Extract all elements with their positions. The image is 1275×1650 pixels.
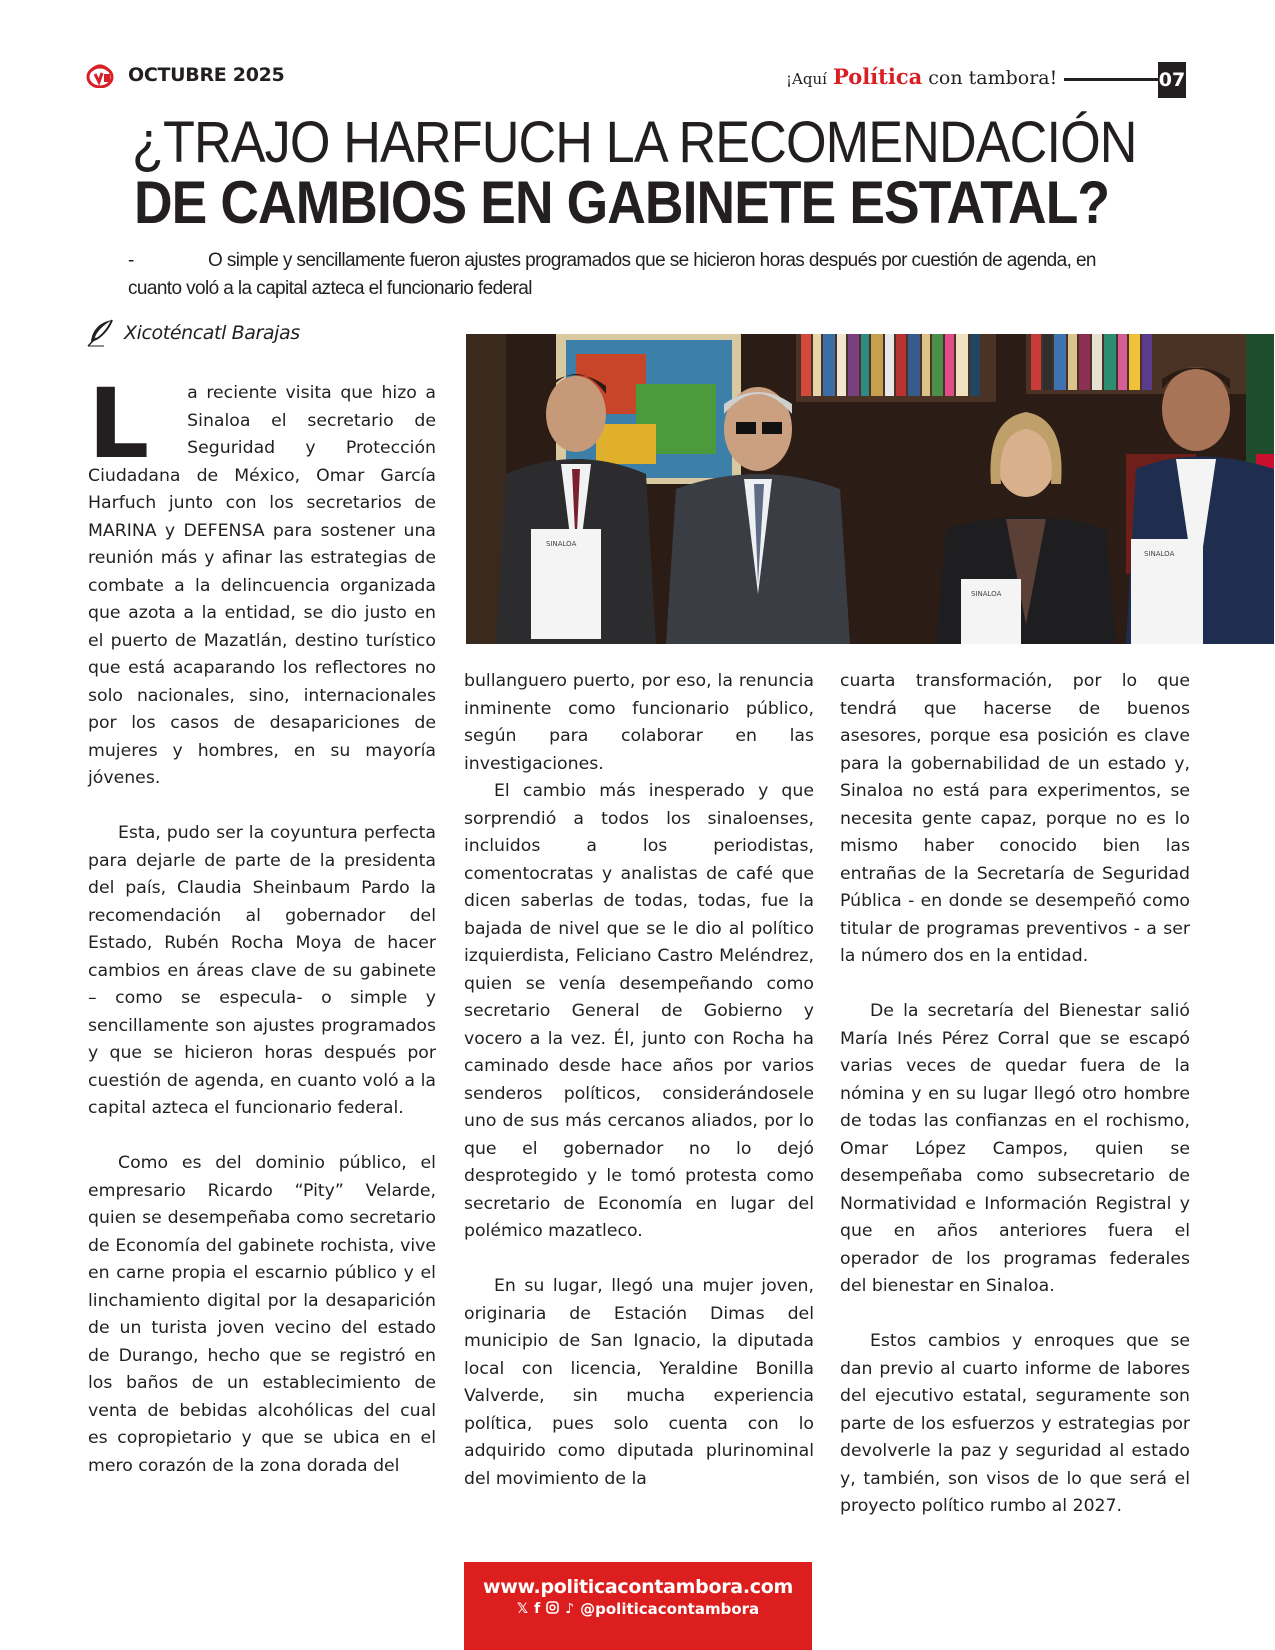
website-link[interactable]: www.politicacontambora.com — [483, 1576, 793, 1598]
photo-document-label-2: SINALOA — [971, 590, 1002, 598]
photo-document-label-3: SINALOA — [1144, 550, 1175, 558]
drum-logo-icon — [86, 62, 114, 88]
article-column-3 — [840, 668, 1190, 1521]
paragraph: En su lugar, llegó una mujer joven, originaria de Estación Dimas del municipio de San Ignacio, la diputada local con licencia, Yeraldine Bonilla Valverde, sin mucha experiencia política, pues solo cuenta con lo adquirido como diputada plurinominal del movimiento de la — [464, 1276, 814, 1489]
issue-date: OCTUBRE 2025 — [128, 64, 285, 86]
paragraph: a reciente visita que hizo a Sinaloa el secretario de Seguridad y Protección Ciudadana de México, Omar García Harfuch junto con los secretarios de MARINA y DEFENSA para sostener una reunión más y afinar las estrategias de combate a la delincuencia organizada que azota a la entidad, se dio justo en el puerto de Mazatlán, destino turístico que está acaparando los reflectores no solo nacionales, sino, internacionales por los casos de desapariciones de mujeres y hombres, en su mayoría jóvenes. — [88, 383, 436, 788]
paragraph: El cambio más inesperado y que sorprendió a todos los sinaloenses, incluidos a los periodistas, comentocratas y analistas de café que dicen saberlas de todas, todas, fue la bajada de nivel que se le dio al político izquierdista, Feliciano Castro Meléndrez, quien se venía desempeñando como secretario General de Gobierno y vocero a la vez. Él, junto con Rocha ha caminado desde hace años por varios senderos políticos, considerándosele uno de sus más cercanos aliados, por lo que el gobernador no lo dejó desprotegido y le tomó protesta como secretario de Economía en lugar del polémico mazatleco. — [464, 781, 814, 1241]
paragraph: De la secretaría del Bienestar salió María Inés Pérez Corral que se escapó varias veces de quedar fuera de la nómina y en su lugar llegó otro hombre de todas las confianzas en el rochismo, Omar López Campos, quien se desempeñaba como subsecretario de Normatividad e Información Registral y que en años anteriores fuera el operador de los programas federales del bienestar en Sinaloa. — [840, 1001, 1190, 1296]
photo-document-label-1: SINALOA — [546, 540, 577, 548]
article-photo — [466, 334, 1274, 644]
social-handle[interactable]: @politicacontambora — [580, 1600, 760, 1618]
byline — [86, 318, 300, 348]
paragraph: Estos cambios y enroques que se dan previo al cuarto informe de labores del ejecutivo estatal, seguramente son parte de los esfuerzos y estrategias por devolverle la paz y seguridad al estado y, también, son visos de lo que será el proyecto político rumbo al 2027. — [840, 1331, 1190, 1516]
subheadline-dash: - — [128, 250, 134, 271]
facebook-icon[interactable]: f — [534, 1601, 541, 1617]
x-icon[interactable]: 𝕏 — [516, 1601, 529, 1617]
slogan-prefix: ¡Aquí — [786, 70, 827, 88]
subheadline-text: O simple y sencillamente fueron ajustes programados que se hicieron horas después por cuestión de agenda, en cuanto voló a la capital azteca el funcionario federal — [128, 250, 1096, 299]
author-name: Xicoténcatl Barajas — [124, 322, 300, 344]
drop-cap: L — [88, 368, 150, 480]
paragraph: Esta, pudo ser la coyuntura perfecta para dejarle de parte de la presidenta del país, Claudia Sheinbaum Pardo la recomendación al gobernador del Estado, Rubén Rocha Moya de hacer cambios en áreas clave de su gabinete – como se especula- o simple y sencillamente son ajustes programados y que se hicieron horas después por cuestión de agenda, en cuanto voló a la capital azteca el funcionario federal. — [88, 823, 436, 1118]
instagram-icon[interactable] — [546, 1601, 559, 1618]
paragraph: Como es del dominio público, el empresario Ricardo “Pity” Velarde, quien se desempeñaba como secretario de Economía del gabinete rochista, vive en carne propia el escarnio público y el linchamiento digital por la desaparición de un turista joven vecino del estado de Durango, hecho que se registró en los baños de un establecimiento de venta de bebidas alcohólicas del cual es copropietario y que se ubica en el mero corazón de la zona dorada del — [88, 1153, 436, 1476]
quill-pen-icon — [86, 318, 116, 348]
publication-slogan — [786, 64, 1057, 92]
headline-line-1: ¿TRAJO HARFUCH LA RECOMENDACIÓN — [132, 110, 1137, 175]
headline-line-2: DE CAMBIOS EN GABINETE ESTATAL? — [134, 169, 1110, 236]
social-row — [464, 1600, 812, 1618]
article-column-1 — [88, 368, 436, 1480]
paragraph: bullanguero puerto, por eso, la renuncia inminente como funcionario público, según para colaborar en las investigaciones. — [464, 671, 814, 774]
tiktok-icon[interactable]: ♪ — [565, 1601, 575, 1617]
paragraph: cuarta transformación, por lo que tendrá que hacerse de buenos asesores, porque esa posición es clave para la gobernabilidad de un estado y, Sinaloa no está para experimentos, se necesita gente capaz, porque no es lo mismo haber conocido bien las entrañas de la Secretaría de Seguridad Pública - en donde se desempeñó como titular de programas preventivos - a ser la número dos en la entidad. — [840, 671, 1190, 966]
page-number: 07 — [1158, 62, 1186, 98]
article-column-2 — [464, 668, 814, 1493]
subheadline — [128, 247, 1118, 303]
header-rule — [1064, 78, 1160, 81]
slogan-suffix: con tambora! — [928, 67, 1058, 89]
slogan-brand: Política — [832, 64, 923, 89]
footer-banner — [464, 1562, 812, 1650]
